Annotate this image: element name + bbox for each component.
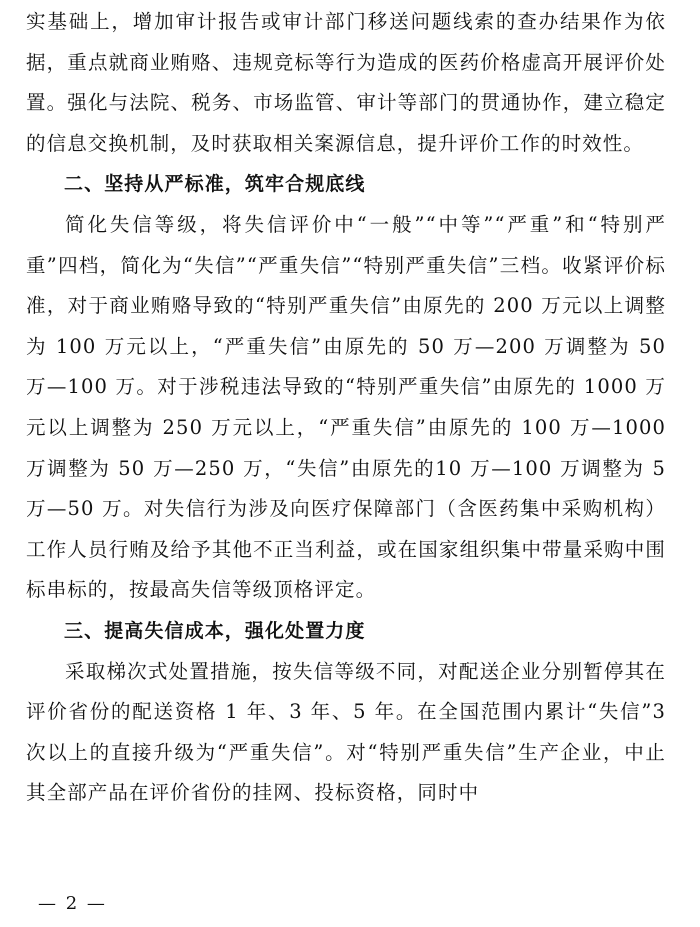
document-body	[26, 2, 666, 814]
intro-paragraph: 实基础上，增加审计报告或审计部门移送问题线索的查办结果作为依据，重点就商业贿赂、违规竞标等行为造成的医药价格虚高开展评价处置。强化与法院、税务、市场监管、审计等部门的贯通协作，建立稳定的信息交换机制，及时获取相关案源信息，提升评价工作的时效性。	[26, 10, 666, 155]
section-2-paragraph: 简化失信等级，将失信评价中“一般”“中等”“严重”和“特别严重”四档，简化为“失信”“严重失信”“特别严重失信”三档。收紧评价标准，对于商业贿赂导致的“特别严重失信”由原先的 200 万元以上调整为 100 万元以上，“严重失信”由原先的 50 万—200 万调整为 50 万—100 万。对于涉税违法导致的“特别严重失信”由原先的 1000 万元以上调整为 250 万元以上，“严重失信”由原先的 100 万—1000 万调整为 50 万—250 万，“失信”由原先的10 万—100 万调整为 5 万—50 万。对失信行为涉及向医疗保障部门（含医药集中采购机构）工作人员行贿及给予其他不正当利益，或在国家组织集中带量采购中围标串标的，按最高失信等级顶格评定。	[26, 212, 666, 602]
section-3-heading: 三、提高失信成本，强化处置力度	[64, 619, 366, 642]
section-3-paragraph: 采取梯次式处置措施，按失信等级不同，对配送企业分别暂停其在评价省份的配送资格 1 年、3 年、5 年。在全国范围内累计“失信”3 次以上的直接升级为“严重失信”。对“特别严重失信”生产企业，中止其全部产品在评价省份的挂网、投标资格，同时中	[26, 659, 666, 805]
page-number: — 2 —	[38, 893, 107, 914]
section-2-heading: 二、坚持从严标准，筑牢合规底线	[64, 173, 366, 196]
